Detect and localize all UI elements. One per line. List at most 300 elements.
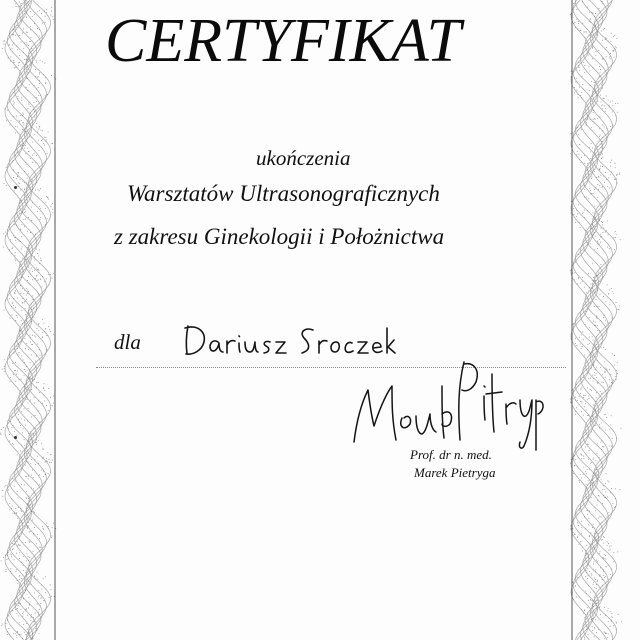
stipple-dot xyxy=(8,616,9,617)
stipple-dot xyxy=(18,96,19,97)
stipple-dot xyxy=(596,275,597,276)
stipple-dot xyxy=(25,145,26,146)
stipple-dot xyxy=(612,101,613,102)
stipple-dot xyxy=(14,353,15,354)
stipple-dot xyxy=(9,225,10,226)
stipple-dot xyxy=(618,309,619,310)
stipple-dot xyxy=(14,559,15,560)
stipple-dot xyxy=(609,379,610,380)
stipple-dot xyxy=(593,405,594,406)
stipple-dot xyxy=(13,425,14,426)
stipple-dot xyxy=(52,527,53,528)
stipple-dot xyxy=(599,8,600,9)
stipple-dot xyxy=(580,344,581,345)
stipple-dot xyxy=(596,474,597,475)
stipple-dot xyxy=(604,28,605,29)
stipple-dot xyxy=(587,469,588,470)
stipple-dot xyxy=(598,243,599,244)
stipple-dot xyxy=(610,166,611,167)
stipple-dot xyxy=(606,128,607,129)
stipple-dot xyxy=(582,281,583,282)
stipple-dot xyxy=(577,522,578,523)
stipple-dot xyxy=(611,415,612,416)
stipple-dot xyxy=(43,74,44,75)
stipple-dot xyxy=(583,613,584,614)
stipple-dot xyxy=(583,397,584,398)
stipple-dot xyxy=(609,322,610,323)
stipple-dot xyxy=(582,277,583,278)
stipple-dot xyxy=(21,520,22,521)
stipple-dot xyxy=(580,227,581,228)
stipple-dot xyxy=(591,234,592,235)
stipple-dot xyxy=(602,157,603,158)
stipple-dot xyxy=(17,491,18,492)
stipple-dot xyxy=(27,108,28,109)
stipple-dot xyxy=(5,232,6,233)
stipple-dot xyxy=(36,106,37,107)
stipple-dot xyxy=(37,28,38,29)
stipple-dot xyxy=(10,381,11,382)
stipple-dot xyxy=(2,624,3,625)
stipple-dot xyxy=(40,279,41,280)
stipple-dot xyxy=(30,378,31,379)
stipple-dot xyxy=(42,337,43,338)
stipple-dot xyxy=(14,221,15,222)
stipple-dot xyxy=(28,293,29,294)
stipple-dot xyxy=(28,478,29,479)
stipple-dot xyxy=(39,36,40,37)
for-label: dla xyxy=(114,330,141,354)
stipple-dot xyxy=(43,578,44,579)
stipple-dot xyxy=(43,323,44,324)
stipple-dot xyxy=(27,402,28,403)
stipple-dot xyxy=(589,21,590,22)
stipple-dot xyxy=(36,543,37,544)
stipple-dot xyxy=(586,593,587,594)
stipple-dot xyxy=(586,196,587,197)
stipple-dot xyxy=(21,320,22,321)
stipple-dot xyxy=(4,486,5,487)
stipple-dot xyxy=(6,559,7,560)
stipple-dot xyxy=(590,612,591,613)
stipple-dot xyxy=(35,442,36,443)
stipple-dot xyxy=(45,202,46,203)
stipple-dot xyxy=(16,493,17,494)
stipple-dot xyxy=(5,623,6,624)
stipple-dot xyxy=(8,420,9,421)
stipple-dot xyxy=(570,14,571,15)
stipple-dot xyxy=(579,510,580,511)
stipple-dot xyxy=(32,162,33,163)
stipple-dot xyxy=(576,19,577,20)
stipple-dot xyxy=(27,370,28,371)
stipple-dot xyxy=(570,398,571,399)
stipple-dot xyxy=(48,528,49,529)
stipple-dot xyxy=(616,629,617,630)
stipple-dot xyxy=(42,276,43,277)
stipple-dot xyxy=(20,603,21,604)
stipple-dot xyxy=(22,522,23,523)
stipple-dot xyxy=(600,367,601,368)
stipple-dot xyxy=(21,120,22,121)
stipple-dot xyxy=(595,571,596,572)
stipple-dot xyxy=(586,28,587,29)
stipple-dot xyxy=(588,518,589,519)
stipple-dot xyxy=(584,185,585,186)
stipple-dot xyxy=(604,182,605,183)
stipple-dot xyxy=(615,49,616,50)
stipple-dot xyxy=(603,485,604,486)
stipple-dot xyxy=(49,329,50,330)
stipple-dot xyxy=(585,471,586,472)
stipple-dot xyxy=(48,388,49,389)
stipple-dot xyxy=(38,269,39,270)
stipple-dot xyxy=(22,432,23,433)
stipple-dot xyxy=(610,53,611,54)
stipple-dot xyxy=(38,330,39,331)
stipple-dot xyxy=(2,369,3,370)
stipple-dot xyxy=(590,378,591,379)
stipple-dot xyxy=(30,64,31,65)
stipple-dot xyxy=(19,422,20,423)
stipple-dot xyxy=(52,460,53,461)
stipple-dot xyxy=(22,298,23,299)
stipple-dot xyxy=(41,198,42,199)
stipple-dot xyxy=(27,231,28,232)
stipple-dot xyxy=(597,306,598,307)
stipple-dot xyxy=(601,236,602,237)
stipple-dot xyxy=(597,478,598,479)
stipple-dot xyxy=(5,555,6,556)
stipple-dot xyxy=(583,62,584,63)
stipple-dot xyxy=(35,459,36,460)
stipple-dot xyxy=(594,548,595,549)
stipple-dot xyxy=(18,603,19,604)
stipple-dot xyxy=(32,202,33,203)
stipple-dot xyxy=(14,102,15,103)
stipple-dot xyxy=(33,102,34,103)
stipple-dot xyxy=(13,160,14,161)
stipple-dot xyxy=(584,355,585,356)
stipple-dot xyxy=(609,106,610,107)
stipple-dot xyxy=(596,588,597,589)
stipple-dot xyxy=(611,171,612,172)
stipple-dot xyxy=(588,557,589,558)
stipple-dot xyxy=(573,12,574,13)
stipple-dot xyxy=(13,548,14,549)
stipple-dot xyxy=(593,119,594,120)
stipple-dot xyxy=(598,346,599,347)
stipple-dot xyxy=(45,22,46,23)
stipple-dot xyxy=(19,121,20,122)
stipple-dot xyxy=(23,32,24,33)
stipple-dot xyxy=(38,87,39,88)
stipple-dot xyxy=(43,457,44,458)
stipple-dot xyxy=(597,197,598,198)
stipple-dot xyxy=(594,189,595,190)
stipple-dot xyxy=(617,103,618,104)
stipple-dot xyxy=(601,422,602,423)
stipple-dot xyxy=(32,299,33,300)
stipple-dot xyxy=(574,465,575,466)
stipple-dot xyxy=(576,210,577,211)
stipple-dot xyxy=(572,458,573,459)
stipple-dot xyxy=(8,490,9,491)
stipple-dot xyxy=(597,118,598,119)
stipple-dot xyxy=(30,26,31,27)
stipple-dot xyxy=(607,610,608,611)
stipple-dot xyxy=(26,321,27,322)
stipple-dot xyxy=(570,525,571,526)
stipple-dot xyxy=(581,157,582,158)
stipple-dot xyxy=(26,498,27,499)
stipple-dot xyxy=(20,190,21,191)
stipple-dot xyxy=(584,287,585,288)
stipple-dot xyxy=(25,162,26,163)
stipple-dot xyxy=(28,560,29,561)
stipple-dot xyxy=(599,306,600,307)
stipple-dot xyxy=(31,355,32,356)
stipple-dot xyxy=(597,539,598,540)
stipple-dot xyxy=(31,433,32,434)
stipple-dot xyxy=(23,271,24,272)
stipple-dot xyxy=(18,87,19,88)
stipple-dot xyxy=(603,29,604,30)
stipple-dot xyxy=(597,360,598,361)
stipple-dot xyxy=(593,378,594,379)
stipple-dot xyxy=(18,615,19,616)
stipple-dot xyxy=(15,381,16,382)
stipple-dot xyxy=(30,431,31,432)
stipple-dot xyxy=(571,13,572,14)
stipple-dot xyxy=(591,573,592,574)
stipple-dot xyxy=(39,595,40,596)
stipple-dot xyxy=(589,571,590,572)
stipple-dot xyxy=(14,292,15,293)
stipple-dot xyxy=(600,72,601,73)
stipple-dot xyxy=(578,23,579,24)
stipple-dot xyxy=(578,28,579,29)
stipple-dot xyxy=(23,598,24,599)
stipple-dot xyxy=(43,476,44,477)
stipple-dot xyxy=(587,242,588,243)
stipple-dot xyxy=(23,48,24,49)
guilloche-strand xyxy=(7,0,27,640)
stipple-dot xyxy=(26,553,27,554)
stipple-dot xyxy=(29,542,30,543)
stipple-dot xyxy=(608,512,609,513)
stipple-dot xyxy=(31,417,32,418)
stipple-dot xyxy=(21,484,22,485)
stipple-dot xyxy=(10,421,11,422)
stipple-dot xyxy=(29,84,30,85)
stipple-dot xyxy=(602,154,603,155)
stipple-dot xyxy=(21,609,22,610)
stipple-dot xyxy=(582,346,583,347)
stipple-dot xyxy=(584,155,585,156)
stipple-dot xyxy=(38,596,39,597)
stipple-dot xyxy=(31,321,32,322)
stipple-dot xyxy=(30,620,31,621)
stipple-dot xyxy=(602,277,603,278)
stipple-dot xyxy=(35,613,36,614)
stipple-dot xyxy=(598,274,599,275)
stipple-dot xyxy=(21,379,22,380)
stipple-dot xyxy=(6,185,7,186)
guilloche-strand xyxy=(5,0,23,640)
stipple-dot xyxy=(575,222,576,223)
stipple-dot xyxy=(575,585,576,586)
stipple-dot xyxy=(17,25,18,26)
stipple-dot xyxy=(575,459,576,460)
stipple-dot xyxy=(574,78,575,79)
stipple-dot xyxy=(15,609,16,610)
stipple-dot xyxy=(19,120,20,121)
stipple-dot xyxy=(41,470,42,471)
stipple-dot xyxy=(608,234,609,235)
stipple-dot xyxy=(611,33,612,34)
stipple-dot xyxy=(13,34,14,35)
stipple-dot xyxy=(48,274,49,275)
stipple-dot xyxy=(605,320,606,321)
stipple-dot xyxy=(9,503,10,504)
stipple-dot xyxy=(597,481,598,482)
stipple-dot xyxy=(40,217,41,218)
stipple-dot xyxy=(52,209,53,210)
stipple-dot xyxy=(584,189,585,190)
stipple-dot xyxy=(602,130,603,131)
stipple-dot xyxy=(606,56,607,57)
stipple-dot xyxy=(50,15,51,16)
stipple-dot xyxy=(611,545,612,546)
stipple-dot xyxy=(24,583,25,584)
stipple-dot xyxy=(17,435,18,436)
stipple-dot xyxy=(23,611,24,612)
stipple-dot xyxy=(10,33,11,34)
stipple-dot xyxy=(596,584,597,585)
stipple-dot xyxy=(589,469,590,470)
stipple-dot xyxy=(27,65,28,66)
stipple-dot xyxy=(41,589,42,590)
stipple-dot xyxy=(596,401,597,402)
stipple-dot xyxy=(43,529,44,530)
stipple-dot xyxy=(611,446,612,447)
stipple-dot xyxy=(20,241,21,242)
stipple-dot xyxy=(17,298,18,299)
stipple-dot xyxy=(595,280,596,281)
stipple-dot xyxy=(603,227,604,228)
stipple-dot xyxy=(581,348,582,349)
stipple-dot xyxy=(597,325,598,326)
stipple-dot xyxy=(593,524,594,525)
stipple-dot xyxy=(610,549,611,550)
stipple-dot xyxy=(581,521,582,522)
stipple-dot xyxy=(601,343,602,344)
stipple-dot xyxy=(19,558,20,559)
stipple-dot xyxy=(37,572,38,573)
stipple-dot xyxy=(577,400,578,401)
stipple-dot xyxy=(10,568,11,569)
stipple-dot xyxy=(608,293,609,294)
stipple-dot xyxy=(573,23,574,24)
stipple-dot xyxy=(24,375,25,376)
stipple-dot xyxy=(42,332,43,333)
stipple-dot xyxy=(607,480,608,481)
stipple-dot xyxy=(20,5,21,6)
stipple-dot xyxy=(15,633,16,634)
stipple-dot xyxy=(587,165,588,166)
stipple-dot xyxy=(34,397,35,398)
stipple-dot xyxy=(605,414,606,415)
stipple-dot xyxy=(26,78,27,79)
stipple-dot xyxy=(617,183,618,184)
stipple-dot xyxy=(17,348,18,349)
stipple-dot xyxy=(22,638,23,639)
stipple-dot xyxy=(33,511,34,512)
stipple-dot xyxy=(37,211,38,212)
stipple-dot xyxy=(38,270,39,271)
stipple-dot xyxy=(580,128,581,129)
stipple-dot xyxy=(586,488,587,489)
stipple-dot xyxy=(37,629,38,630)
stipple-dot xyxy=(595,425,596,426)
stipple-dot xyxy=(601,467,602,468)
stipple-dot xyxy=(590,303,591,304)
stipple-dot xyxy=(30,273,31,274)
stipple-dot xyxy=(579,70,580,71)
stipple-dot xyxy=(612,353,613,354)
stipple-dot xyxy=(16,178,17,179)
stipple-dot xyxy=(40,188,41,189)
stipple-dot xyxy=(18,65,19,66)
stipple-dot xyxy=(601,522,602,523)
stipple-dot xyxy=(620,239,621,240)
stipple-dot xyxy=(584,197,585,198)
stipple-dot xyxy=(27,32,28,33)
stipple-dot xyxy=(589,12,590,13)
stipple-dot xyxy=(17,518,18,519)
stipple-dot xyxy=(602,1,603,2)
stipple-dot xyxy=(10,60,11,61)
stipple-dot xyxy=(12,44,13,45)
stipple-dot xyxy=(587,119,588,120)
stipple-dot xyxy=(1,625,2,626)
stipple-dot xyxy=(599,17,600,18)
stipple-dot xyxy=(28,433,29,434)
stipple-dot xyxy=(20,230,21,231)
stipple-dot xyxy=(17,281,18,282)
stipple-dot xyxy=(50,206,51,207)
stipple-dot xyxy=(31,220,32,221)
stipple-dot xyxy=(616,621,617,622)
stipple-dot xyxy=(26,560,27,561)
stipple-dot xyxy=(21,42,22,43)
stipple-dot xyxy=(599,154,600,155)
stipple-dot xyxy=(36,88,37,89)
stipple-dot xyxy=(602,539,603,540)
stipple-dot xyxy=(576,78,577,79)
stipple-dot xyxy=(605,39,606,40)
stipple-dot xyxy=(592,263,593,264)
stipple-dot xyxy=(16,408,17,409)
stipple-dot xyxy=(36,182,37,183)
stipple-dot xyxy=(585,528,586,529)
stipple-dot xyxy=(603,543,604,544)
stipple-dot xyxy=(605,555,606,556)
stipple-dot xyxy=(597,318,598,319)
stipple-dot xyxy=(32,335,33,336)
stipple-dot xyxy=(46,349,47,350)
